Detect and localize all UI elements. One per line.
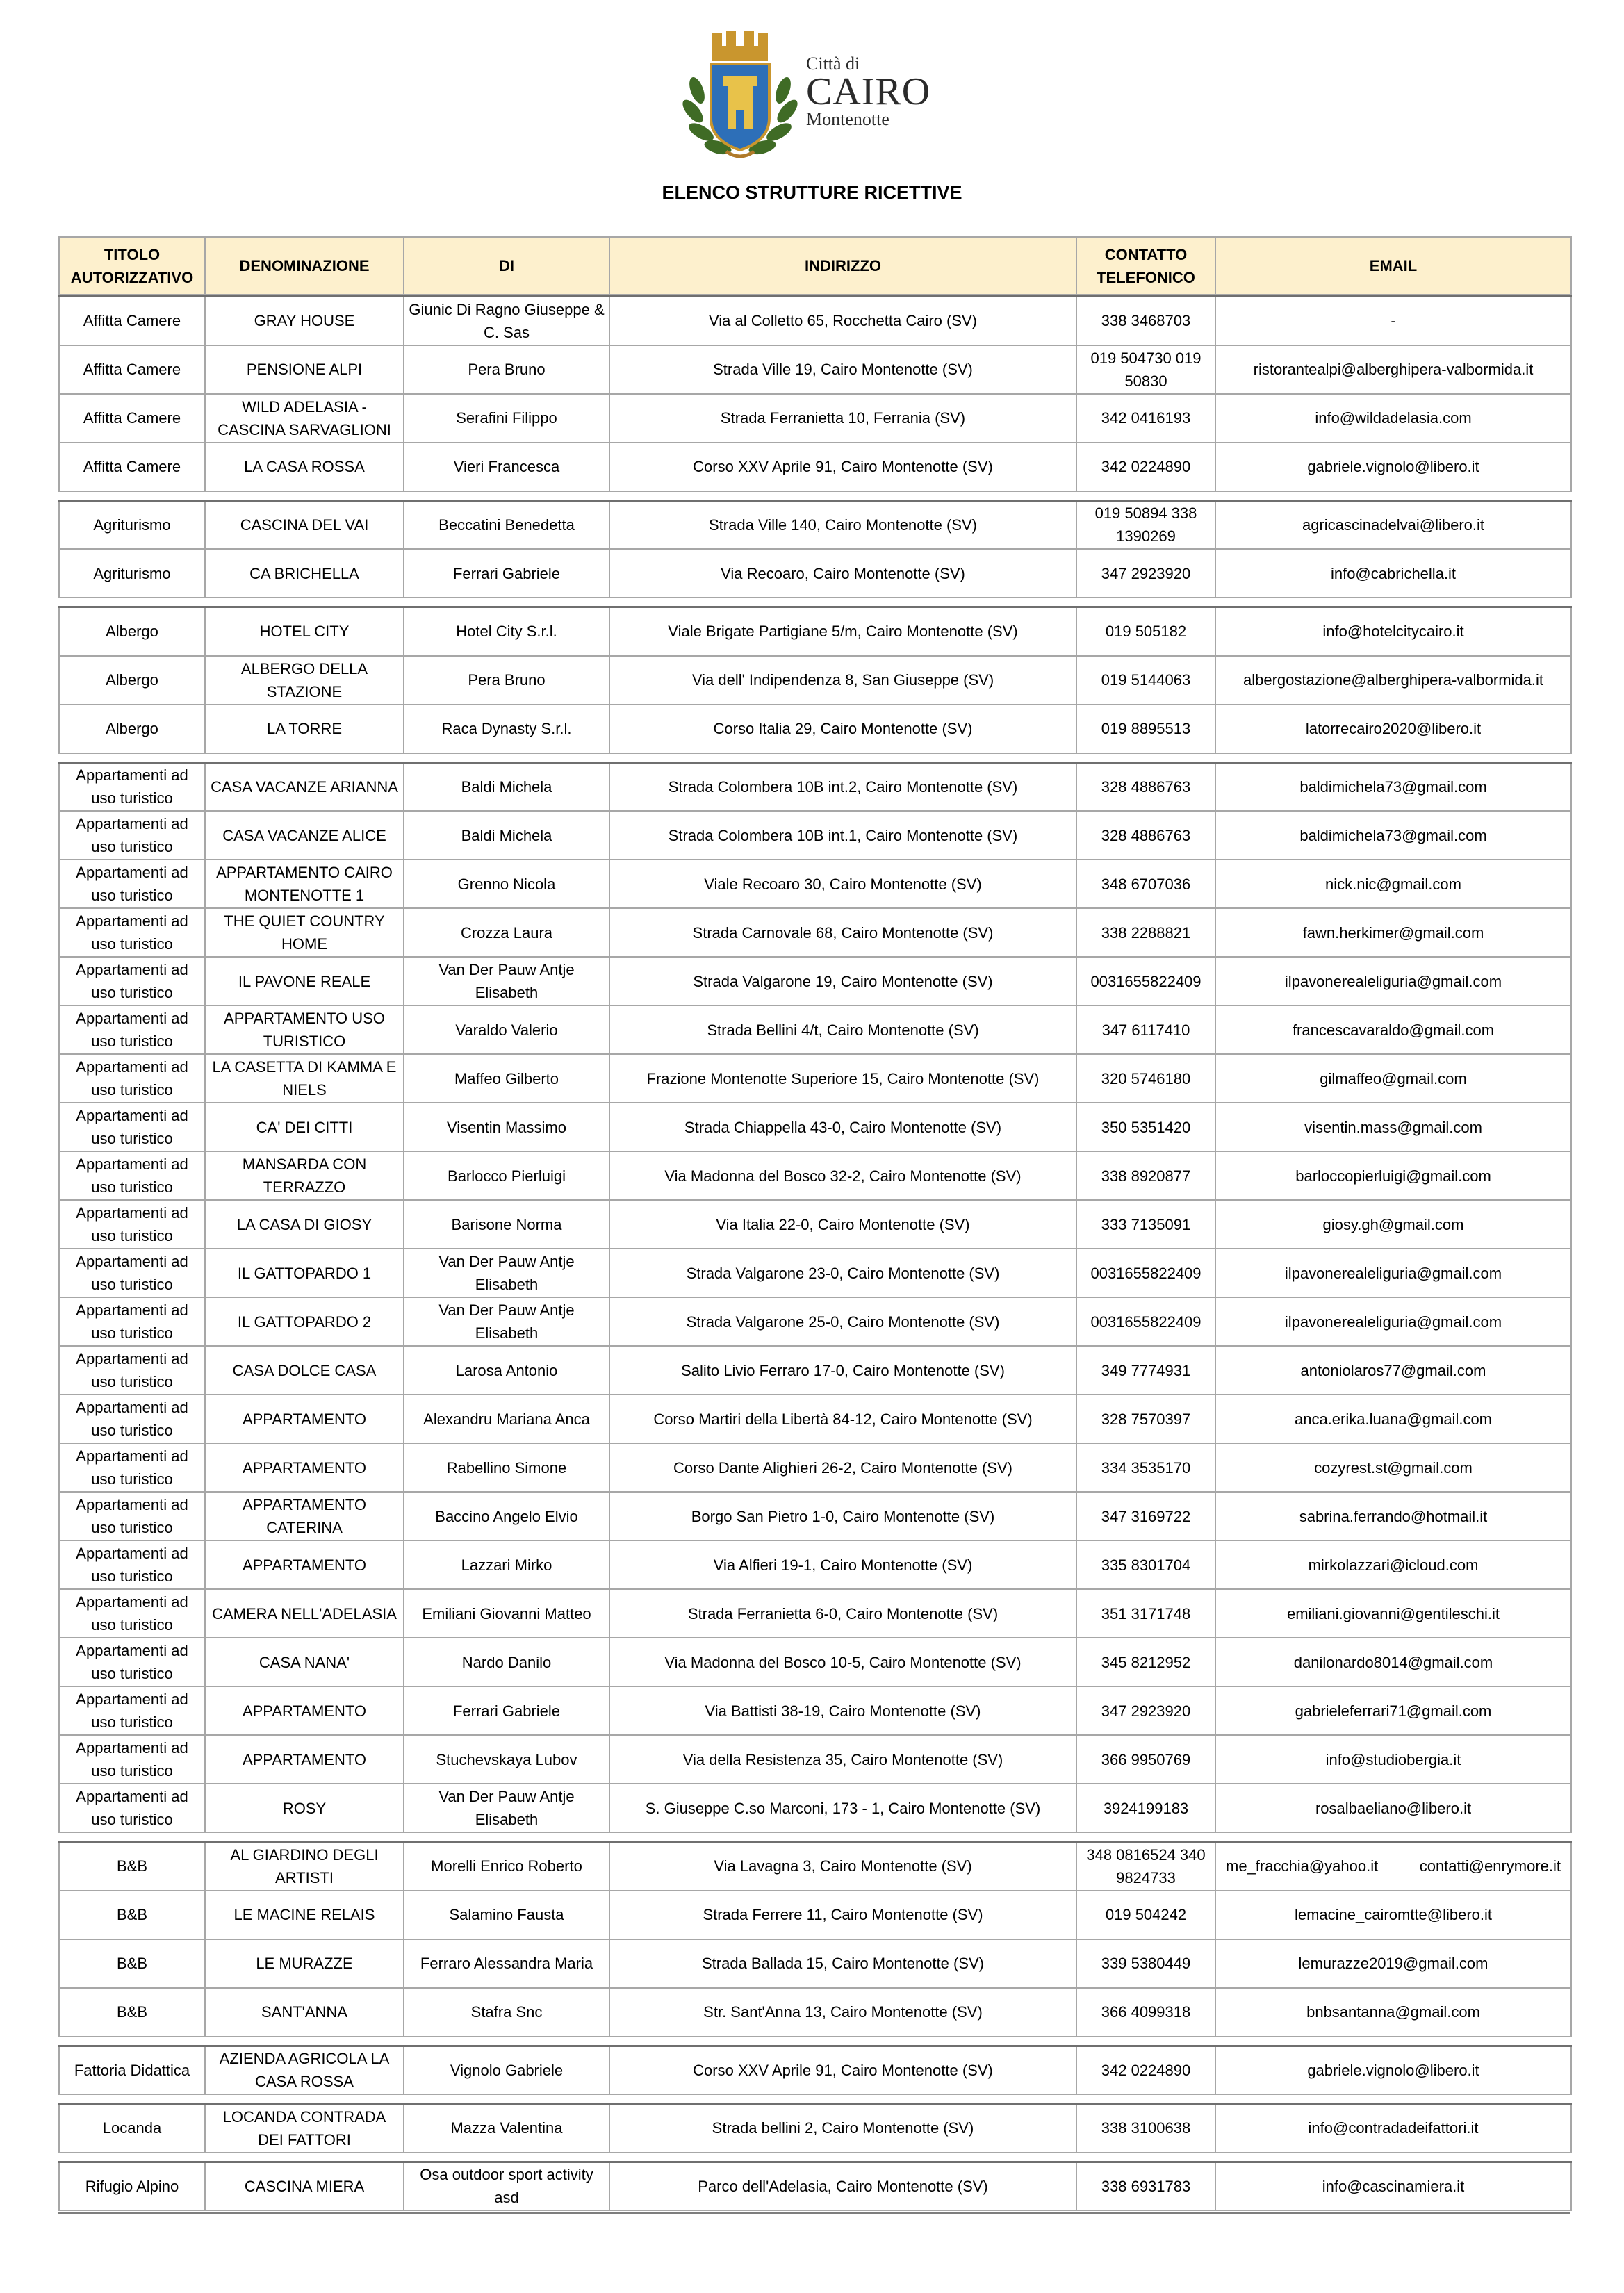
cell-email[interactable]: ilpavonerealeliguria@gmail.com — [1215, 957, 1571, 1005]
cell-indirizzo: Via dell' Indipendenza 8, San Giuseppe (SV) — [609, 656, 1076, 705]
table-row — [59, 1784, 1571, 1832]
cell-denominazione: IL GATTOPARDO 2 — [205, 1297, 404, 1346]
column-header: EMAIL — [1215, 237, 1571, 295]
cell-telefono: 019 505182 — [1076, 607, 1215, 656]
cell-telefono: 345 8212952 — [1076, 1638, 1215, 1686]
cell-email[interactable]: antoniolaros77@gmail.com — [1215, 1346, 1571, 1395]
table-row — [59, 443, 1571, 491]
cell-email[interactable]: gabriele.vignolo@libero.it — [1215, 443, 1571, 491]
cell-telefono: 350 5351420 — [1076, 1103, 1215, 1151]
cell-di: Barlocco Pierluigi — [404, 1151, 609, 1200]
cell-email[interactable]: gabrieleferrari71@gmail.com — [1215, 1686, 1571, 1735]
document-title: ELENCO STRUTTURE RICETTIVE — [662, 182, 962, 203]
cell-titolo: Albergo — [59, 705, 205, 753]
cell-di: Emiliani Giovanni Matteo — [404, 1589, 609, 1638]
cell-denominazione: APPARTAMENTO — [205, 1735, 404, 1784]
cell-telefono: 019 50894 338 1390269 — [1076, 500, 1215, 549]
cell-di: Nardo Danilo — [404, 1638, 609, 1686]
table-row — [59, 1005, 1571, 1054]
cell-titolo: Fattoria Didattica — [59, 2046, 205, 2094]
cell-email[interactable]: info@cascinamiera.it — [1215, 2162, 1571, 2210]
cell-telefono: 347 3169722 — [1076, 1492, 1215, 1540]
cell-telefono: 0031655822409 — [1076, 1297, 1215, 1346]
cell-email[interactable]: visentin.mass@gmail.com — [1215, 1103, 1571, 1151]
cell-indirizzo: Via Recoaro, Cairo Montenotte (SV) — [609, 549, 1076, 598]
cell-indirizzo: Corso XXV Aprile 91, Cairo Montenotte (SV) — [609, 443, 1076, 491]
cell-email[interactable]: francescavaraldo@gmail.com — [1215, 1005, 1571, 1054]
cell-email[interactable]: barloccopierluigi@gmail.com — [1215, 1151, 1571, 1200]
cell-indirizzo: Strada Carnovale 68, Cairo Montenotte (SV) — [609, 908, 1076, 957]
cell-di: Barisone Norma — [404, 1200, 609, 1249]
cell-titolo: Appartamenti ad uso turistico — [59, 1200, 205, 1249]
cell-indirizzo: Strada Valgarone 19, Cairo Montenotte (SV) — [609, 957, 1076, 1005]
group-gap — [58, 1833, 1570, 1841]
table-row — [59, 345, 1571, 394]
cell-di: Vignolo Gabriele — [404, 2046, 609, 2094]
cell-di: Ferraro Alessandra Maria — [404, 1939, 609, 1988]
table-row — [59, 908, 1571, 957]
column-header: DI — [404, 237, 609, 295]
cell-denominazione: AL GIARDINO DEGLI ARTISTI — [205, 1842, 404, 1891]
logo-city-suffix: Montenotte — [806, 109, 889, 129]
cell-titolo: B&B — [59, 1891, 205, 1939]
cell-titolo: Appartamenti ad uso turistico — [59, 762, 205, 811]
cell-email[interactable]: info@contradadeifattori.it — [1215, 2104, 1571, 2153]
cell-titolo: Appartamenti ad uso turistico — [59, 1395, 205, 1443]
cell-indirizzo: Strada Ferranietta 6-0, Cairo Montenotte (SV) — [609, 1589, 1076, 1638]
cell-di: Morelli Enrico Roberto — [404, 1842, 609, 1891]
cell-denominazione: LA CASA ROSSA — [205, 443, 404, 491]
cell-titolo: Agriturismo — [59, 549, 205, 598]
structures-table — [58, 236, 1572, 295]
cell-telefono: 333 7135091 — [1076, 1200, 1215, 1249]
group-fattoria — [58, 2045, 1572, 2096]
cell-titolo: Appartamenti ad uso turistico — [59, 957, 205, 1005]
table-row — [59, 705, 1571, 753]
table-row — [59, 297, 1571, 345]
cell-titolo: Appartamenti ad uso turistico — [59, 1297, 205, 1346]
cell-indirizzo: Borgo San Pietro 1-0, Cairo Montenotte (SV) — [609, 1492, 1076, 1540]
cell-indirizzo: Via Italia 22-0, Cairo Montenotte (SV) — [609, 1200, 1076, 1249]
table-row — [59, 1443, 1571, 1492]
table-row — [59, 2046, 1571, 2094]
table-row — [59, 1638, 1571, 1686]
city-logo — [678, 28, 949, 167]
cell-email[interactable]: ristorantealpi@alberghipera-valbormida.it — [1215, 345, 1571, 394]
cell-telefono: 342 0224890 — [1076, 443, 1215, 491]
cell-telefono: 366 4099318 — [1076, 1988, 1215, 2037]
cell-di: Larosa Antonio — [404, 1346, 609, 1395]
table-row — [59, 656, 1571, 705]
cell-di: Ferrari Gabriele — [404, 1686, 609, 1735]
cell-indirizzo: Strada Ferranietta 10, Ferrania (SV) — [609, 394, 1076, 443]
table-row — [59, 1939, 1571, 1988]
cell-di: Osa outdoor sport activity asd — [404, 2162, 609, 2210]
cell-titolo: Albergo — [59, 656, 205, 705]
cell-email[interactable]: gabriele.vignolo@libero.it — [1215, 2046, 1571, 2094]
cell-titolo: Appartamenti ad uso turistico — [59, 1005, 205, 1054]
cell-di: Stafra Snc — [404, 1988, 609, 2037]
cell-titolo: B&B — [59, 1988, 205, 2037]
cell-denominazione: APPARTAMENTO — [205, 1395, 404, 1443]
email-link[interactable]: contatti@enrymore.it — [1419, 1857, 1561, 1875]
cell-telefono: 335 8301704 — [1076, 1540, 1215, 1589]
cell-indirizzo: Strada Ville 140, Cairo Montenotte (SV) — [609, 500, 1076, 549]
email-link[interactable]: me_fracchia@yahoo.it — [1226, 1857, 1379, 1875]
cell-telefono: 349 7774931 — [1076, 1346, 1215, 1395]
table-row — [59, 607, 1571, 656]
cell-di: Stuchevskaya Lubov — [404, 1735, 609, 1784]
cell-di: Giunic Di Ragno Giuseppe & C. Sas — [404, 297, 609, 345]
cell-email[interactable]: ilpavonerealeliguria@gmail.com — [1215, 1297, 1571, 1346]
cell-titolo: Rifugio Alpino — [59, 2162, 205, 2210]
cell-di: Pera Bruno — [404, 656, 609, 705]
cell-telefono: 348 0816524 340 9824733 — [1076, 1842, 1215, 1891]
cell-di: Baccino Angelo Elvio — [404, 1492, 609, 1540]
cell-email[interactable]: info@studiobergia.it — [1215, 1735, 1571, 1784]
cell-denominazione: APPARTAMENTO — [205, 1686, 404, 1735]
cell-telefono: 320 5746180 — [1076, 1054, 1215, 1103]
cell-indirizzo: Via Alfieri 19-1, Cairo Montenotte (SV) — [609, 1540, 1076, 1589]
cell-di: Vieri Francesca — [404, 443, 609, 491]
table-row — [59, 1540, 1571, 1589]
table-row — [59, 1103, 1571, 1151]
cell-indirizzo: Strada Bellini 4/t, Cairo Montenotte (SV) — [609, 1005, 1076, 1054]
cell-titolo: Appartamenti ad uso turistico — [59, 1735, 205, 1784]
cell-indirizzo: Frazione Montenotte Superiore 15, Cairo Montenotte (SV) — [609, 1054, 1076, 1103]
column-header: DENOMINAZIONE — [205, 237, 404, 295]
cell-indirizzo: S. Giuseppe C.so Marconi, 173 - 1, Cairo Montenotte (SV) — [609, 1784, 1076, 1832]
table-row — [59, 762, 1571, 811]
cell-denominazione: CASA DOLCE CASA — [205, 1346, 404, 1395]
cell-denominazione: ROSY — [205, 1784, 404, 1832]
cell-titolo: Appartamenti ad uso turistico — [59, 1054, 205, 1103]
cell-di: Beccatini Benedetta — [404, 500, 609, 549]
cell-denominazione: LA CASETTA DI KAMMA E NIELS — [205, 1054, 404, 1103]
table-row — [59, 1249, 1571, 1297]
cell-email[interactable]: albergostazione@alberghipera-valbormida.it — [1215, 656, 1571, 705]
cell-denominazione: CASA NANA' — [205, 1638, 404, 1686]
cell-telefono: 348 6707036 — [1076, 860, 1215, 908]
cell-denominazione: APPARTAMENTO — [205, 1540, 404, 1589]
cell-email[interactable]: fawn.herkimer@gmail.com — [1215, 908, 1571, 957]
cell-di: Rabellino Simone — [404, 1443, 609, 1492]
cell-email[interactable]: baldimichela73@gmail.com — [1215, 762, 1571, 811]
cell-telefono: 338 8920877 — [1076, 1151, 1215, 1200]
cell-denominazione: CASA VACANZE ARIANNA — [205, 762, 404, 811]
cell-denominazione: ALBERGO DELLA STAZIONE — [205, 656, 404, 705]
table-row — [59, 500, 1571, 549]
cell-telefono: 347 2923920 — [1076, 549, 1215, 598]
cell-titolo: Affitta Camere — [59, 443, 205, 491]
cell-telefono: 342 0224890 — [1076, 2046, 1215, 2094]
cell-email[interactable]: info@hotelcitycairo.it — [1215, 607, 1571, 656]
cell-denominazione: CASA VACANZE ALICE — [205, 811, 404, 860]
logo-city-of: Città di — [806, 54, 860, 74]
cell-email[interactable]: info@wildadelasia.com — [1215, 394, 1571, 443]
cell-email[interactable]: danilonardo8014@gmail.com — [1215, 1638, 1571, 1686]
cell-titolo: Appartamenti ad uso turistico — [59, 1249, 205, 1297]
cell-email[interactable]: agricascinadelvai@libero.it — [1215, 500, 1571, 549]
cell-denominazione: APPARTAMENTO CATERINA — [205, 1492, 404, 1540]
cell-indirizzo: Strada Valgarone 25-0, Cairo Montenotte (SV) — [609, 1297, 1076, 1346]
cell-titolo: Appartamenti ad uso turistico — [59, 1443, 205, 1492]
cell-indirizzo: Corso XXV Aprile 91, Cairo Montenotte (SV) — [609, 2046, 1076, 2094]
cell-email[interactable]: nick.nic@gmail.com — [1215, 860, 1571, 908]
table-bottom-rule — [58, 2212, 1570, 2214]
cell-denominazione: LA TORRE — [205, 705, 404, 753]
cell-di: Raca Dynasty S.r.l. — [404, 705, 609, 753]
cell-di: Pera Bruno — [404, 345, 609, 394]
cell-telefono: 366 9950769 — [1076, 1735, 1215, 1784]
cell-telefono: 347 2923920 — [1076, 1686, 1215, 1735]
table-row — [59, 1151, 1571, 1200]
cell-telefono: 0031655822409 — [1076, 1249, 1215, 1297]
column-header: TITOLO AUTORIZZATIVO — [59, 237, 205, 295]
cell-email[interactable]: cozyrest.st@gmail.com — [1215, 1443, 1571, 1492]
coat-of-arms-icon — [678, 28, 803, 167]
cell-denominazione: APPARTAMENTO USO TURISTICO — [205, 1005, 404, 1054]
cell-indirizzo: Strada Ballada 15, Cairo Montenotte (SV) — [609, 1939, 1076, 1988]
table-row — [59, 1492, 1571, 1540]
group-gap — [58, 2037, 1570, 2045]
cell-di: Hotel City S.r.l. — [404, 607, 609, 656]
cell-denominazione: HOTEL CITY — [205, 607, 404, 656]
cell-indirizzo: Via Lavagna 3, Cairo Montenotte (SV) — [609, 1842, 1076, 1891]
cell-titolo: Appartamenti ad uso turistico — [59, 1346, 205, 1395]
cell-telefono: 328 4886763 — [1076, 811, 1215, 860]
cell-indirizzo: Salito Livio Ferraro 17-0, Cairo Montenotte (SV) — [609, 1346, 1076, 1395]
table-row — [59, 1988, 1571, 2037]
cell-titolo: Affitta Camere — [59, 345, 205, 394]
structures-table-sheet — [58, 236, 1570, 2214]
cell-denominazione: CA BRICHELLA — [205, 549, 404, 598]
cell-titolo: Appartamenti ad uso turistico — [59, 908, 205, 957]
cell-denominazione: LA CASA DI GIOSY — [205, 1200, 404, 1249]
cell-indirizzo: Strada Ferrere 11, Cairo Montenotte (SV) — [609, 1891, 1076, 1939]
cell-denominazione: CASCINA MIERA — [205, 2162, 404, 2210]
cell-titolo: Appartamenti ad uso turistico — [59, 1589, 205, 1638]
cell-email — [1215, 1842, 1571, 1891]
cell-telefono: 338 6931783 — [1076, 2162, 1215, 2210]
cell-denominazione: GRAY HOUSE — [205, 297, 404, 345]
cell-denominazione: SANT'ANNA — [205, 1988, 404, 2037]
cell-telefono: 328 4886763 — [1076, 762, 1215, 811]
cell-denominazione: WILD ADELASIA - CASCINA SARVAGLIONI — [205, 394, 404, 443]
group-gap — [58, 492, 1570, 500]
cell-indirizzo: Strada bellini 2, Cairo Montenotte (SV) — [609, 2104, 1076, 2153]
cell-di: Alexandru Mariana Anca — [404, 1395, 609, 1443]
cell-di: Lazzari Mirko — [404, 1540, 609, 1589]
cell-indirizzo: Strada Chiappella 43-0, Cairo Montenotte (SV) — [609, 1103, 1076, 1151]
cell-di: Van Der Pauw Antje Elisabeth — [404, 1249, 609, 1297]
group-affitta-camere — [58, 295, 1572, 492]
cell-di: Grenno Nicola — [404, 860, 609, 908]
cell-di: Van Der Pauw Antje Elisabeth — [404, 1297, 609, 1346]
table-row — [59, 860, 1571, 908]
cell-indirizzo: Strada Colombera 10B int.2, Cairo Montenotte (SV) — [609, 762, 1076, 811]
cell-indirizzo: Strada Colombera 10B int.1, Cairo Montenotte (SV) — [609, 811, 1076, 860]
group-gap — [58, 2095, 1570, 2103]
cell-telefono: 0031655822409 — [1076, 957, 1215, 1005]
table-header-row — [59, 237, 1571, 295]
cell-denominazione: LE MURAZZE — [205, 1939, 404, 1988]
cell-indirizzo: Strada Valgarone 23-0, Cairo Montenotte (SV) — [609, 1249, 1076, 1297]
cell-email[interactable]: giosy.gh@gmail.com — [1215, 1200, 1571, 1249]
cell-denominazione: APPARTAMENTO — [205, 1443, 404, 1492]
cell-indirizzo: Viale Brigate Partigiane 5/m, Cairo Montenotte (SV) — [609, 607, 1076, 656]
cell-titolo: Appartamenti ad uso turistico — [59, 1492, 205, 1540]
cell-di: Van Der Pauw Antje Elisabeth — [404, 957, 609, 1005]
cell-email[interactable]: baldimichela73@gmail.com — [1215, 811, 1571, 860]
logo-city-name: CAIRO — [806, 70, 931, 113]
cell-telefono: 338 3468703 — [1076, 297, 1215, 345]
cell-titolo: Appartamenti ad uso turistico — [59, 1686, 205, 1735]
table-row — [59, 1686, 1571, 1735]
cell-di: Salamino Fausta — [404, 1891, 609, 1939]
table-row — [59, 2162, 1571, 2210]
cell-telefono: 019 504242 — [1076, 1891, 1215, 1939]
cell-di: Ferrari Gabriele — [404, 549, 609, 598]
table-row — [59, 2104, 1571, 2153]
table-row — [59, 549, 1571, 598]
cell-denominazione: IL GATTOPARDO 1 — [205, 1249, 404, 1297]
column-header: CONTATTO TELEFONICO — [1076, 237, 1215, 295]
cell-titolo: Affitta Camere — [59, 297, 205, 345]
cell-di: Varaldo Valerio — [404, 1005, 609, 1054]
cell-di: Baldi Michela — [404, 811, 609, 860]
cell-denominazione: APPARTAMENTO CAIRO MONTENOTTE 1 — [205, 860, 404, 908]
cell-titolo: Affitta Camere — [59, 394, 205, 443]
cell-titolo: Appartamenti ad uso turistico — [59, 811, 205, 860]
cell-titolo: B&B — [59, 1939, 205, 1988]
cell-indirizzo: Via Battisti 38-19, Cairo Montenotte (SV) — [609, 1686, 1076, 1735]
cell-email[interactable]: lemurazze2019@gmail.com — [1215, 1939, 1571, 1988]
group-rifugio — [58, 2161, 1572, 2212]
cell-indirizzo: Str. Sant'Anna 13, Cairo Montenotte (SV) — [609, 1988, 1076, 2037]
cell-di: Baldi Michela — [404, 762, 609, 811]
table-row — [59, 1200, 1571, 1249]
cell-telefono: 338 3100638 — [1076, 2104, 1215, 2153]
cell-indirizzo: Strada Ville 19, Cairo Montenotte (SV) — [609, 345, 1076, 394]
cell-titolo: Agriturismo — [59, 500, 205, 549]
cell-denominazione: THE QUIET COUNTRY HOME — [205, 908, 404, 957]
cell-denominazione: PENSIONE ALPI — [205, 345, 404, 394]
table-row — [59, 1735, 1571, 1784]
cell-email: - — [1215, 297, 1571, 345]
cell-email[interactable]: lemacine_cairomtte@libero.it — [1215, 1891, 1571, 1939]
cell-telefono: 019 5144063 — [1076, 656, 1215, 705]
cell-email[interactable]: gilmaffeo@gmail.com — [1215, 1054, 1571, 1103]
cell-telefono: 339 5380449 — [1076, 1939, 1215, 1988]
cell-titolo: Appartamenti ad uso turistico — [59, 1784, 205, 1832]
cell-indirizzo: Corso Martiri della Libertà 84-12, Cairo Montenotte (SV) — [609, 1395, 1076, 1443]
cell-telefono: 342 0416193 — [1076, 394, 1215, 443]
group-gap — [58, 598, 1570, 606]
cell-telefono: 328 7570397 — [1076, 1395, 1215, 1443]
table-row — [59, 811, 1571, 860]
group-locanda — [58, 2103, 1572, 2153]
cell-indirizzo: Corso Italia 29, Cairo Montenotte (SV) — [609, 705, 1076, 753]
cell-di: Maffeo Gilberto — [404, 1054, 609, 1103]
cell-indirizzo: Via della Resistenza 35, Cairo Montenotte (SV) — [609, 1735, 1076, 1784]
table-row — [59, 1891, 1571, 1939]
cell-titolo: Locanda — [59, 2104, 205, 2153]
cell-di: Van Der Pauw Antje Elisabeth — [404, 1784, 609, 1832]
group-appartamenti — [58, 762, 1572, 1834]
cell-di: Serafini Filippo — [404, 394, 609, 443]
cell-di: Visentin Massimo — [404, 1103, 609, 1151]
group-agriturismo — [58, 500, 1572, 599]
cell-titolo: Albergo — [59, 607, 205, 656]
cell-titolo: Appartamenti ad uso turistico — [59, 860, 205, 908]
cell-email[interactable]: bnbsantanna@gmail.com — [1215, 1988, 1571, 2037]
cell-indirizzo: Corso Dante Alighieri 26-2, Cairo Montenotte (SV) — [609, 1443, 1076, 1492]
table-row — [59, 1346, 1571, 1395]
cell-denominazione: IL PAVONE REALE — [205, 957, 404, 1005]
cell-telefono: 347 6117410 — [1076, 1005, 1215, 1054]
table-row — [59, 1297, 1571, 1346]
cell-indirizzo: Parco dell'Adelasia, Cairo Montenotte (SV) — [609, 2162, 1076, 2210]
cell-denominazione: LOCANDA CONTRADA DEI FATTORI — [205, 2104, 404, 2153]
cell-email[interactable]: latorrecairo2020@libero.it — [1215, 705, 1571, 753]
cell-email[interactable]: rosalbaeliano@libero.it — [1215, 1784, 1571, 1832]
cell-telefono: 3924199183 — [1076, 1784, 1215, 1832]
cell-titolo: Appartamenti ad uso turistico — [59, 1638, 205, 1686]
cell-telefono: 019 504730 019 50830 — [1076, 345, 1215, 394]
cell-email[interactable]: sabrina.ferrando@hotmail.it — [1215, 1492, 1571, 1540]
cell-telefono: 338 2288821 — [1076, 908, 1215, 957]
group-gap — [58, 754, 1570, 762]
cell-indirizzo: Via Madonna del Bosco 32-2, Cairo Montenotte (SV) — [609, 1151, 1076, 1200]
table-row — [59, 1842, 1571, 1891]
cell-telefono: 019 8895513 — [1076, 705, 1215, 753]
group-gap — [58, 2153, 1570, 2161]
cell-indirizzo: Via Madonna del Bosco 10-5, Cairo Montenotte (SV) — [609, 1638, 1076, 1686]
cell-denominazione: MANSARDA CON TERRAZZO — [205, 1151, 404, 1200]
cell-titolo: Appartamenti ad uso turistico — [59, 1540, 205, 1589]
cell-denominazione: LE MACINE RELAIS — [205, 1891, 404, 1939]
group-albergo — [58, 606, 1572, 754]
cell-denominazione: CA' DEI CITTI — [205, 1103, 404, 1151]
cell-denominazione: CAMERA NELL'ADELASIA — [205, 1589, 404, 1638]
table-row — [59, 1054, 1571, 1103]
cell-email[interactable]: ilpavonerealeliguria@gmail.com — [1215, 1249, 1571, 1297]
cell-titolo: B&B — [59, 1842, 205, 1891]
cell-denominazione: CASCINA DEL VAI — [205, 500, 404, 549]
cell-email[interactable]: info@cabrichella.it — [1215, 549, 1571, 598]
table-row — [59, 1589, 1571, 1638]
cell-email[interactable]: mirkolazzari@icloud.com — [1215, 1540, 1571, 1589]
table-row — [59, 957, 1571, 1005]
cell-titolo: Appartamenti ad uso turistico — [59, 1103, 205, 1151]
cell-email[interactable]: anca.erika.luana@gmail.com — [1215, 1395, 1571, 1443]
cell-titolo: Appartamenti ad uso turistico — [59, 1151, 205, 1200]
cell-email[interactable]: emiliani.giovanni@gentileschi.it — [1215, 1589, 1571, 1638]
group-bnb — [58, 1841, 1572, 2037]
cell-di: Mazza Valentina — [404, 2104, 609, 2153]
column-header: INDIRIZZO — [609, 237, 1076, 295]
cell-telefono: 351 3171748 — [1076, 1589, 1215, 1638]
cell-indirizzo: Via al Colletto 65, Rocchetta Cairo (SV) — [609, 297, 1076, 345]
table-row — [59, 394, 1571, 443]
cell-denominazione: AZIENDA AGRICOLA LA CASA ROSSA — [205, 2046, 404, 2094]
table-row — [59, 1395, 1571, 1443]
cell-di: Crozza Laura — [404, 908, 609, 957]
cell-indirizzo: Viale Recoaro 30, Cairo Montenotte (SV) — [609, 860, 1076, 908]
cell-telefono: 334 3535170 — [1076, 1443, 1215, 1492]
